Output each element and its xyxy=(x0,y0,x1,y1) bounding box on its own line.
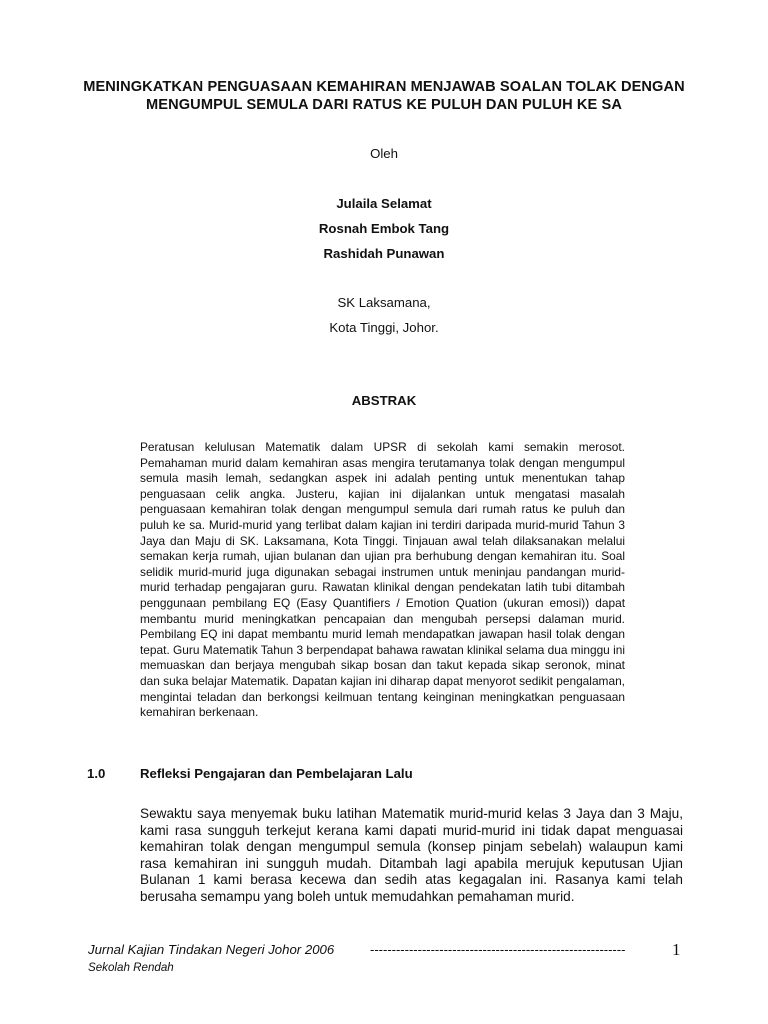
footer-school-level: Sekolah Rendah xyxy=(88,961,174,974)
author-3: Rashidah Punawan xyxy=(323,246,445,261)
footer-dash-rule: ----------------------------------------------------------- xyxy=(370,942,626,957)
paper-title: MENINGKATKAN PENGUASAAN KEMAHIRAN MENJAWAB SOALAN TOLAK DENGAN MENGUMPUL SEMULA DARI RATUS KE PULUH DAN PULUH KE SA xyxy=(83,79,685,113)
section-number: 1.0 xyxy=(87,766,106,781)
affiliation-line-2: Kota Tinggi, Johor. xyxy=(329,320,439,335)
section-title: Refleksi Pengajaran dan Pembelajaran Lalu xyxy=(140,766,413,781)
affiliation-line-1: SK Laksamana, xyxy=(337,295,431,310)
by-label: Oleh xyxy=(370,146,398,161)
author-2: Rosnah Embok Tang xyxy=(318,221,450,236)
abstract-text: Peratusan kelulusan Matematik dalam UPSR di sekolah kami semakin merosot. Pemahaman murid dalam kemahiran asas mengira terutamanya tolak dengan mengumpul semula masih lemah, sedangkan aspek ini adalah penting untuk menentukan tahap penguasaan celik angka. Justeru, kajian ini dijalankan untuk mengatasi masalah penguasaan kemahiran tolak dengan mengumpul semula dari rumah ratus ke puluh dan puluh ke sa. Murid-murid yang terlibat dalam kajian ini terdiri daripada murid-murid Tahun 3 Jaya dan Maju di SK. Laksamana, Kota Tinggi. Tinjauan awal telah dilaksanakan melalui semakan kerja rumah, ujian bulanan dan ujian pra berhubung dengan kemahiran itu. Soal selidik murid-murid juga digunakan sebagai instrumen untuk meninjau pandangan murid-murid terhadap pengajaran guru. Rawatan klinikal dengan pendekatan latih tubi ditambah penggunaan pembilang EQ (Easy Quantifiers / Emotion Quation (ukuran emosi)) dapat membantu murid meningkatkan pencapaian dan mengubah persepsi dalaman murid. Pembilang EQ ini dapat membantu murid lemah mendapatkan jawapan hasil tolak dengan tepat. Guru Matematik Tahun 3 berpendapat bahawa rawatan klinikal selama dua minggu ini memuaskan dan berjaya mengubah sikap bosan dan takut kepada sikap seronok, minat dan suka belajar Matematik. Dapatan kajian ini diharap dapat menyorot sedikit pengalaman, mengintai teladan dan berkongsi keilmuan tentang keinginan meningkatkan penguasaan kemahiran berkenaan. xyxy=(140,440,625,720)
abstract-heading: ABSTRAK xyxy=(351,393,417,408)
footer-journal-title: Jurnal Kajian Tindakan Negeri Johor 2006 xyxy=(88,942,335,957)
section-paragraph: Sewaktu saya menyemak buku latihan Matematik murid-murid kelas 3 Jaya dan 3 Maju, kami rasa sungguh terkejut kerana kami dapati murid-murid ini tidak dapat menguasai kemahiran tolak dengan mengumpul semula (konsep pinjam sebelah) walaupun kami rasa kemahiran ini sungguh mudah. Ditambah lagi apabila merujuk keputusan Ujian Bulanan 1 kami berasa kecewa dan sedih atas kegagalan ini. Rasanya kami telah berusaha semampu yang boleh untuk memudahkan pemahaman murid. xyxy=(140,806,683,904)
author-1: Julaila Selamat xyxy=(336,196,432,211)
page-number: 1 xyxy=(672,940,681,959)
